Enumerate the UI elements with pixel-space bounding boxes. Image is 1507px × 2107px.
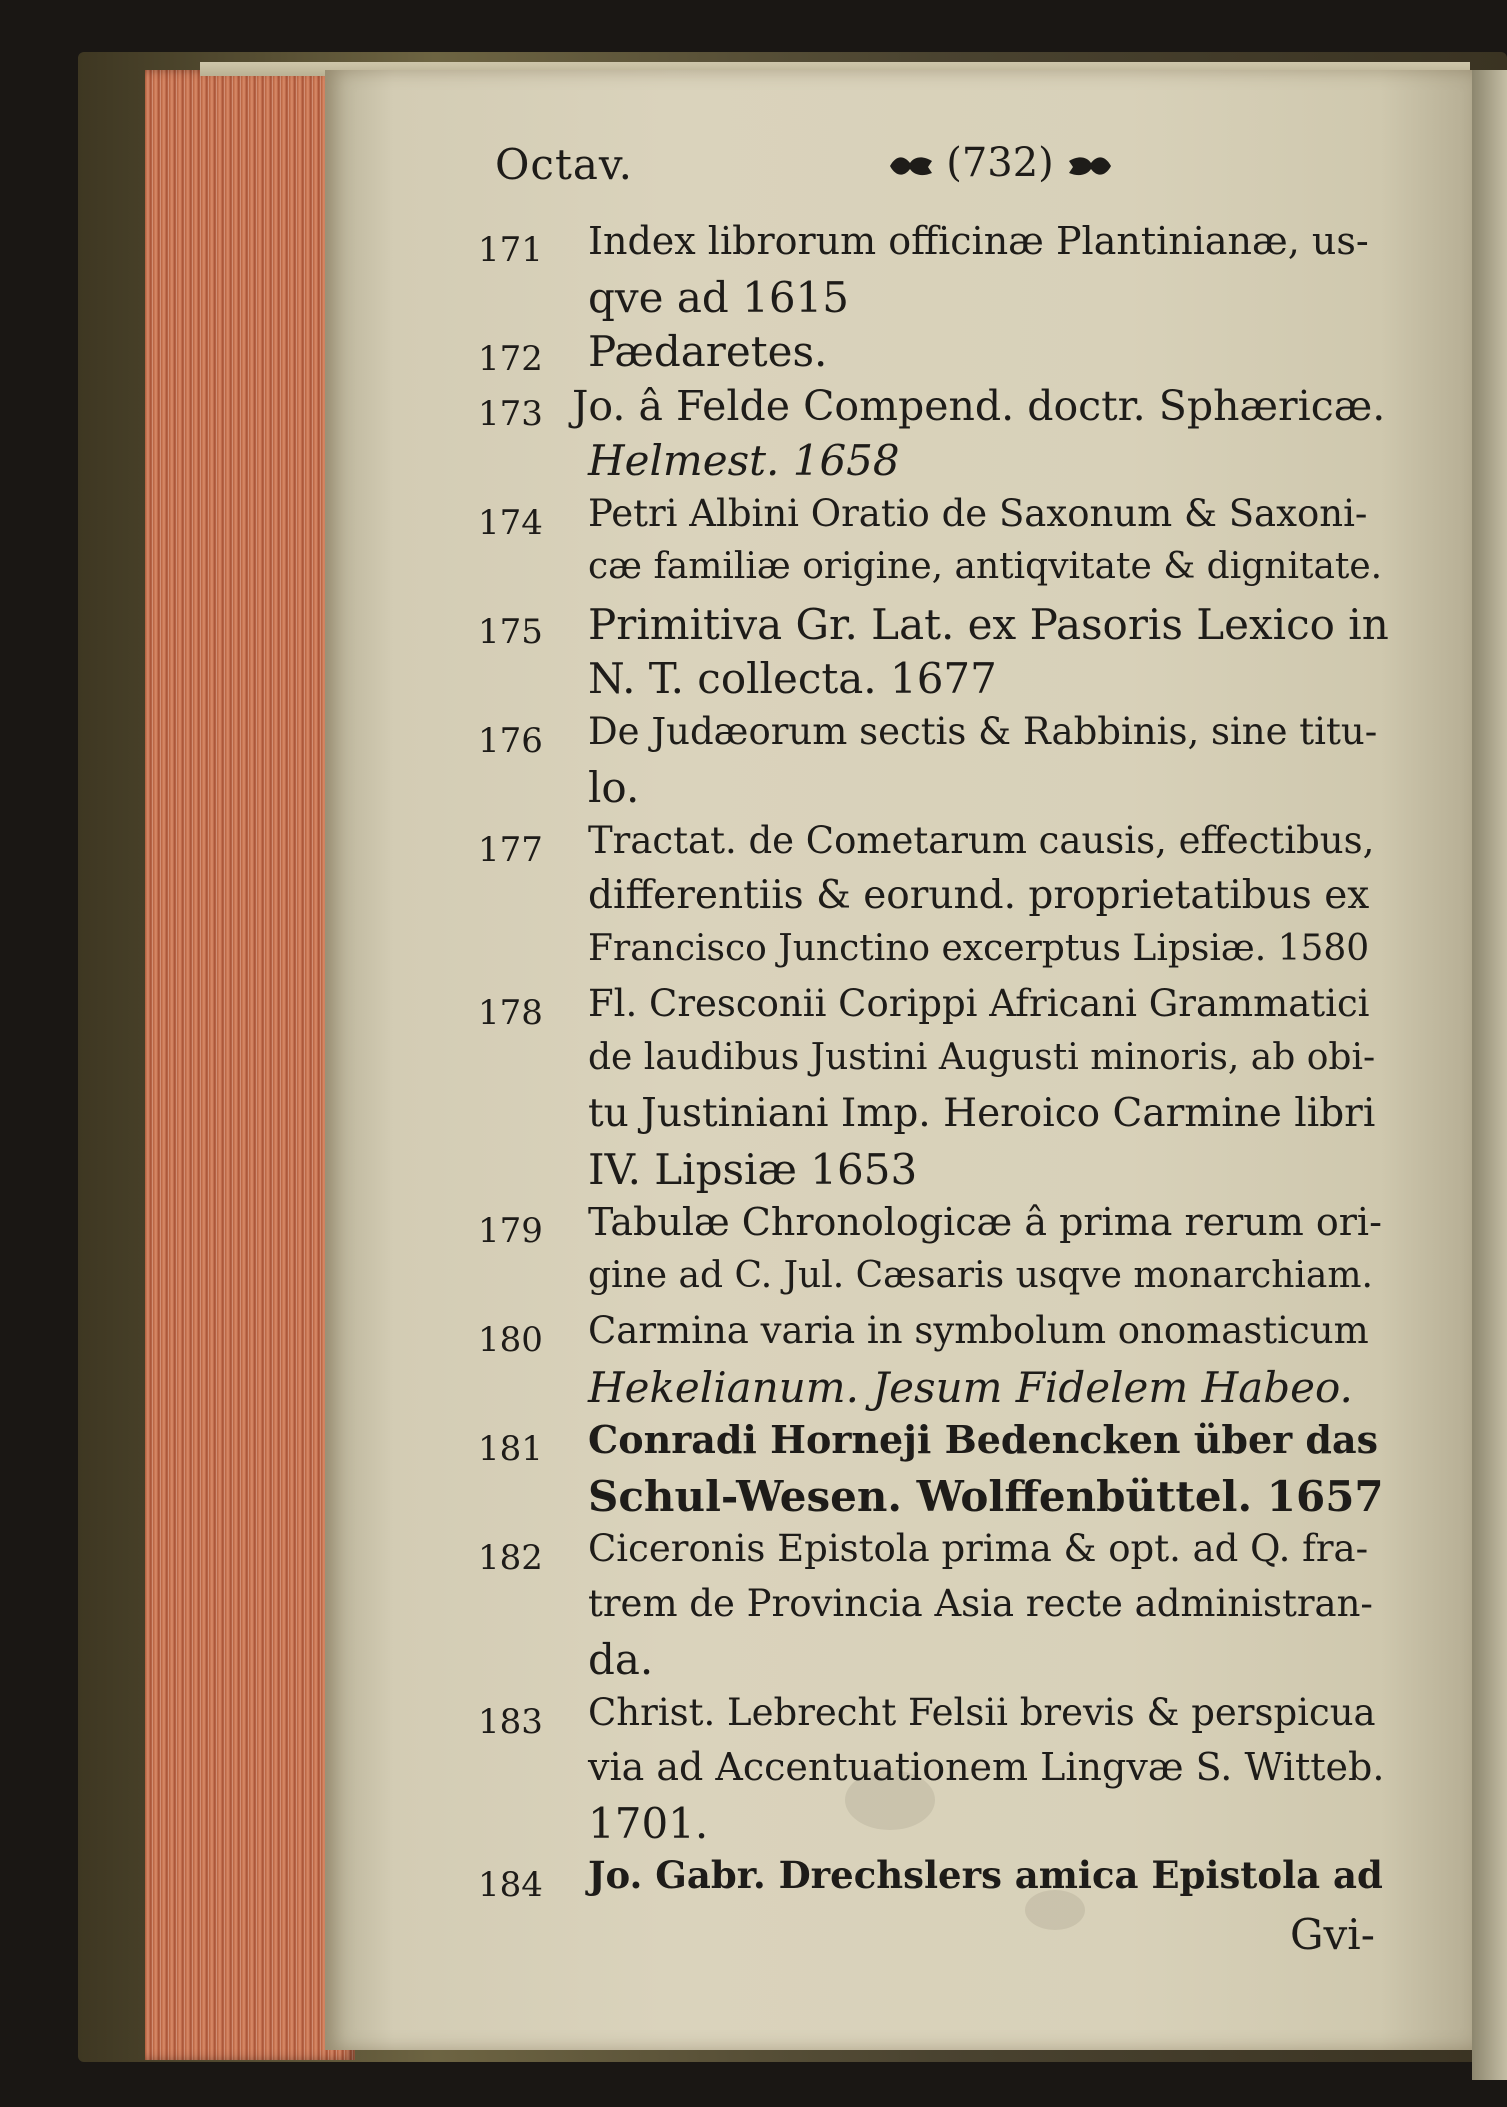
entry-line: N. T. collecta. 1677 (588, 654, 997, 703)
entry-number: 179 (478, 1211, 543, 1251)
entry-number: 182 (478, 1538, 543, 1578)
entry-line: Index librorum officinæ Plantinianæ, us- (588, 219, 1369, 263)
entry-number: 176 (478, 720, 543, 761)
entry-line: gine ad C. Jul. Cæsaris usqve monarchiam. (588, 1254, 1373, 1296)
entry-line: Carmina varia in symbolum onomasticum (588, 1309, 1369, 1352)
entry-line: Francisco Junctino excerptus Lipsiæ. 1580 (588, 927, 1370, 969)
entry-line: Pædaretes. (588, 327, 828, 376)
entry-line: Tractat. de Cometarum causis, effectibus, (588, 818, 1375, 862)
entry-line: Tabulæ Chronologicæ â prima rerum ori- (588, 1200, 1382, 1244)
entry-line: 1701. (588, 1798, 709, 1848)
entry-line: Christ. Lebrecht Felsii brevis & perspicua (588, 1690, 1376, 1734)
entry-line: Hekelianum. Jesum Fidelem Habeo. (588, 1362, 1353, 1412)
entry-number: 180 (478, 1320, 543, 1360)
entry-number: 173 (478, 393, 543, 434)
entry-line: IV. Lipsiæ 1653 (588, 1144, 918, 1194)
entry-line: Jo. â Felde Compend. doctr. Sphæricæ. (572, 381, 1386, 430)
entry-line: Helmest. 1658 (588, 436, 900, 485)
entry-line: Petri Albini Oratio de Saxonum & Saxoni- (588, 491, 1368, 535)
entry-number: 177 (478, 829, 543, 870)
entry-line: via ad Accentuationem Lingvæ S. Witteb. (588, 1745, 1385, 1789)
entry-line: Ciceronis Epistola prima & opt. ad Q. fra- (588, 1527, 1369, 1570)
entry-number: 184 (478, 1865, 543, 1905)
entry-number: 183 (478, 1701, 543, 1742)
entry-line: Conradi Horneji Bedencken über das (588, 1417, 1378, 1462)
entry-line: de laudibus Justini Augusti minoris, ab obi- (588, 1036, 1376, 1078)
entry-number: 175 (478, 611, 543, 652)
entry-number: 171 (478, 230, 543, 270)
entry-line: Jo. Gabr. Drechslers amica Epistola ad (588, 1853, 1383, 1897)
catchword: Gvi- (1290, 1909, 1375, 1959)
entry-number: 181 (478, 1429, 543, 1469)
entry-number: 174 (478, 502, 543, 543)
entry-line: De Judæorum sectis & Rabbinis, sine titu- (588, 709, 1378, 753)
entry-line: tu Justiniani Imp. Heroico Carmine libri (588, 1091, 1376, 1136)
entry-line: lo. (588, 763, 640, 812)
entry-line: Fl. Cresconii Corippi Africani Grammatici (588, 982, 1370, 1025)
page-number: (732) (946, 140, 1054, 186)
entry-number: 178 (478, 993, 543, 1033)
entry-number: 172 (478, 339, 543, 379)
entry-line: cæ familiæ origine, antiqvitate & dignitate. (588, 546, 1383, 587)
entry-line: qve ad 1615 (588, 272, 849, 322)
entry-line: da. (588, 1635, 654, 1684)
entry-line: differentiis & eorund. proprietatibus ex (588, 873, 1370, 918)
entry-line: Primitiva Gr. Lat. ex Pasoris Lexico in (588, 599, 1389, 649)
header-section-label: Octav. (495, 140, 633, 189)
entry-line: trem de Provincia Asia recte administran- (588, 1581, 1373, 1625)
entry-line: Schul-Wesen. Wolffenbüttel. 1657 (588, 1471, 1384, 1521)
